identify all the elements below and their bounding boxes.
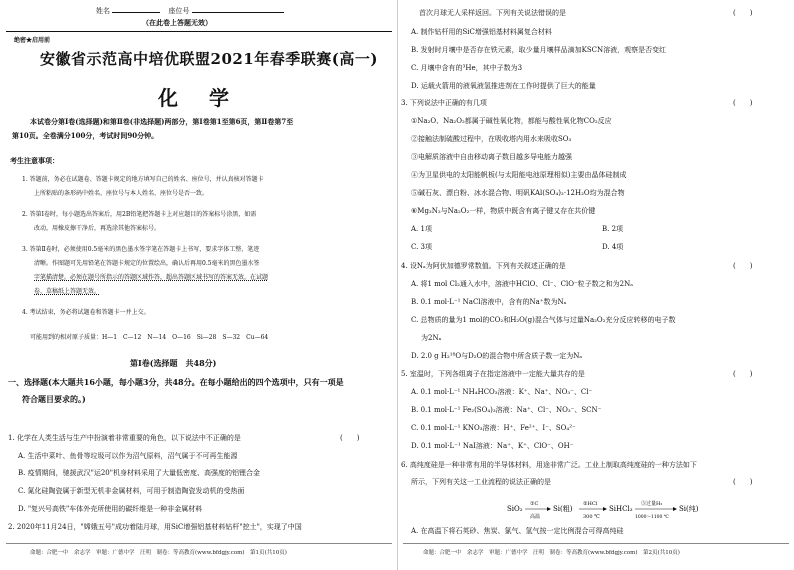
flow-si-crude: Si(粗) [553,505,573,513]
answer-paren: ( ) [340,434,360,442]
notice-3d: 卷、草稿纸上答题无效。 [34,288,101,295]
question-4: 4. 设Nₐ为阿伏加德罗常数值。下列有关叙述正确的是 [401,262,566,270]
question-6-cont: 所示，下列有关这一工业流程的说法正确的是 [411,478,551,486]
seat-label: 座位号 [168,7,190,15]
name-field [96,5,284,16]
q4-option-c-cont: 为2Nₐ [421,334,442,342]
flow-sihcl3: SiHCl₃ [609,505,633,513]
q5-option-b: B. 0.1 mol·L⁻¹ Fe₂(SO₄)₃溶液：Na⁺、Cl⁻、NO₃⁻、SCN⁻ [411,406,602,414]
name-label: 姓名 [96,7,110,15]
silicon-flow-diagram [507,494,727,524]
question-1: 1. 化学在人类生活与生产中扮演着非常重要的角色，以下说法中不正确的是 [8,434,241,442]
q3-statement-2: ②接触法制硫酸过程中，在吸收塔内用水来吸收SO₃ [411,135,572,143]
notice-3a: 3. 答第Ⅱ卷时，必须使用0.5毫米的黑色墨水签字笔在答题卡上书写，要求字体工整、笔迹 [22,246,260,253]
exam-title: 安徽省示范高中培优联盟2021年春季联赛(高一) [40,50,378,68]
page-footer: 命题：合肥一中 余志学 审题：广德中学 汪明 制卷：等高教育(www.bfdgjy.com) 第1页(共10页) [30,550,287,556]
q2-option-d: D. 运载火箭用的液氧液氢推进剂在工作时提供了巨大的能量 [411,82,596,90]
answer-paren: ( ) [733,9,753,17]
flow-sio2: SiO₂ [507,505,523,513]
notice-2b: 改动，用橡皮擦干净后，再选涂其他答案标号。 [34,225,161,232]
q5-option-d: D. 0.1 mol·L⁻¹ NaI溶液：Na⁺、K⁺、ClO⁻、OH⁻ [411,442,574,450]
notice-heading: 考生注意事项： [10,156,59,165]
page-footer: 命题：合肥一中 余志学 审题：广德中学 汪明 制卷：等高教育(www.bfdgjy.com) 第2页(共10页) [423,550,680,556]
q4-option-a: A. 将1 mol Cl₂通入水中，溶液中HClO、Cl⁻、ClO⁻粒子数之和为2Nₐ [411,280,633,288]
notice-1a: 1. 答题前，务必在试题卷、答题卡规定的地方填写自己的姓名、座位号，并认真核对答题卡 [22,176,264,183]
answer-paren: ( ) [733,99,753,107]
q1-option-d: D. "复兴号高铁"车体外壳所使用的碳纤维是一种非金属材料 [18,505,203,513]
section1-line-2: 符合题目要求的。) [22,394,86,404]
part1-heading: 第Ⅰ卷(选择题 共48分) [130,358,217,368]
q3-option-a: A. 1项 [411,225,432,233]
q3-option-d: D. 4项 [602,243,624,251]
q2-option-b: B. 发射时月壤中是否存在铁元素，取少量月壤样品滴加KSCN溶液，观察是否变红 [411,46,667,54]
atomic-masses: 可能用到的相对原子质量：H—1 C—12 N—14 O—16 Si—28 S—32 Cu—64 [30,334,269,341]
intro-line-2: 第10页。全卷满分100分，考试时间90分钟。 [12,131,159,140]
notice-3c: 字笔描清楚。必须在题号所指示的答题区域作答，超出答题区域书写的答案无效，在试题 [34,274,269,281]
step3-condition: 1000～1100 ℃ [635,515,669,520]
intro-line-1: 本试卷分第Ⅰ卷(选择题)和第Ⅱ卷(非选择题)两部分，第Ⅰ卷第1至第6页，第Ⅱ卷第7至 [30,117,294,126]
q6-option-a: A. 在高温下将石英砂、焦炭、氯气、氢气按一定比例混合可得高纯硅 [411,527,624,535]
q4-option-b: B. 0.1 mol·L⁻¹ NaCl溶液中，含有的Na⁺数为Nₐ [411,298,567,306]
subject-title: 化 学 [158,86,241,110]
q5-option-c: C. 0.1 mol·L⁻¹ KNO₃溶液：H⁺、Fe²⁺、I⁻、SO₄²⁻ [411,424,576,432]
secret-tag: 绝密★启用前 [14,37,51,44]
flow-si-pure: Si(纯) [679,505,699,513]
q1-option-c: C. 氮化硅陶瓷属于新型无机非金属材料，可用于制造陶瓷发动机的受热面 [18,487,245,495]
q3-statement-4: ④为卫星供电的太阳能帆板(与太阳能电池原理相似)主要由晶体硅制成 [411,171,627,179]
question-2: 2. 2020年11月24日，"嫦娥五号"成功着陆月球，用SiC增强铝基材料钻杆"挖土"，实现了中国 [8,523,302,531]
answer-paren: ( ) [733,478,753,486]
section1-line-1: 一、选择题(本大题共16小题，每小题3分，共48分。在每小题给出的四个选项中，只有一项是 [8,377,344,387]
question-6: 6. 高纯度硅是一种非常有用的半导体材料，用途非常广泛。工业上制取高纯度硅的一种方法如下 [401,461,697,469]
q5-option-a: A. 0.1 mol·L⁻¹ NH₄HCO₃溶液：K⁺、Na⁺、NO₃⁻、Cl⁻ [411,388,593,396]
q2-continuation: 首次月球无人采样返回。下列有关说法错误的是 [419,9,566,17]
notice-4: 4. 考试结束，务必将试题卷和答题卡一并上交。 [22,309,150,316]
q3-statement-3: ③电解质溶液中自由移动离子数目越多导电能力越强 [411,153,572,161]
answer-paren: ( ) [733,370,753,378]
question-5: 5. 室温时，下列各组离子在指定溶液中一定能大量共存的是 [401,370,585,378]
q1-option-a: A. 生活中菜叶、鱼骨等垃圾可以作为沼气原料，沼气属于不可再生能源 [18,452,238,460]
notice-1b: 上所粘贴的条形码中姓名、座位号与本人姓名、座位号是否一致。 [34,190,209,197]
q4-option-d: D. 2.0 g H₂¹⁸O与D₂O的混合物中所含质子数一定为Nₐ [411,352,583,360]
page-2 [397,0,794,570]
q3-statement-6: ⑥Mg₃N₂与Na₂O₂一样，物质中既含有离子键又存在共价键 [411,207,596,215]
step1-condition: 高温 [530,514,541,520]
q1-option-b: B. 疫情期间，驰援武汉"运20"机身材料采用了大量低密度、高强度的铝锂合金 [18,469,260,477]
step2-condition: 300 ℃ [583,514,600,520]
q2-option-c: C. 月壤中含有的³He，其中子数为3 [411,64,523,72]
q4-option-c: C. 总物质的量为1 mol的CO₂和H₂O(g)混合气体与过量Na₂O₂充分反应转移的电子数 [411,316,676,324]
q3-option-c: C. 3项 [411,243,433,251]
question-3: 3. 下列说法中正确的有几项 [401,99,487,107]
step1-reagent: ①C [530,501,539,507]
q3-statement-5: ⑤碱石灰、漂白粉、冰水混合物、明矾KAl(SO₄)₂·12H₂O均为混合物 [411,189,625,197]
notice-3b: 清晰。作图题可先用铅笔在答题卡规定的位置绘出，确认后再用0.5毫米的黑色墨水签 [34,260,260,267]
step3-reagent: ③过量H₂ [641,501,663,507]
step2-reagent: ②HCl [583,501,598,507]
q3-statement-1: ①Na₂O、Na₂O₂都属于碱性氧化物，都能与酸性氧化物CO₂反应 [411,117,612,125]
q2-option-a: A. 制作钻杆用的SiC增强铝基材料属复合材料 [411,28,552,36]
answer-notice: （在此卷上答题无效） [142,18,212,27]
notice-2a: 2. 答第Ⅰ卷时，每小题选出答案后，用2B铅笔把答题卡上对应题目的答案标号涂黑，如需 [22,211,257,218]
answer-paren: ( ) [733,262,753,270]
q3-option-b: B. 2项 [602,225,624,233]
